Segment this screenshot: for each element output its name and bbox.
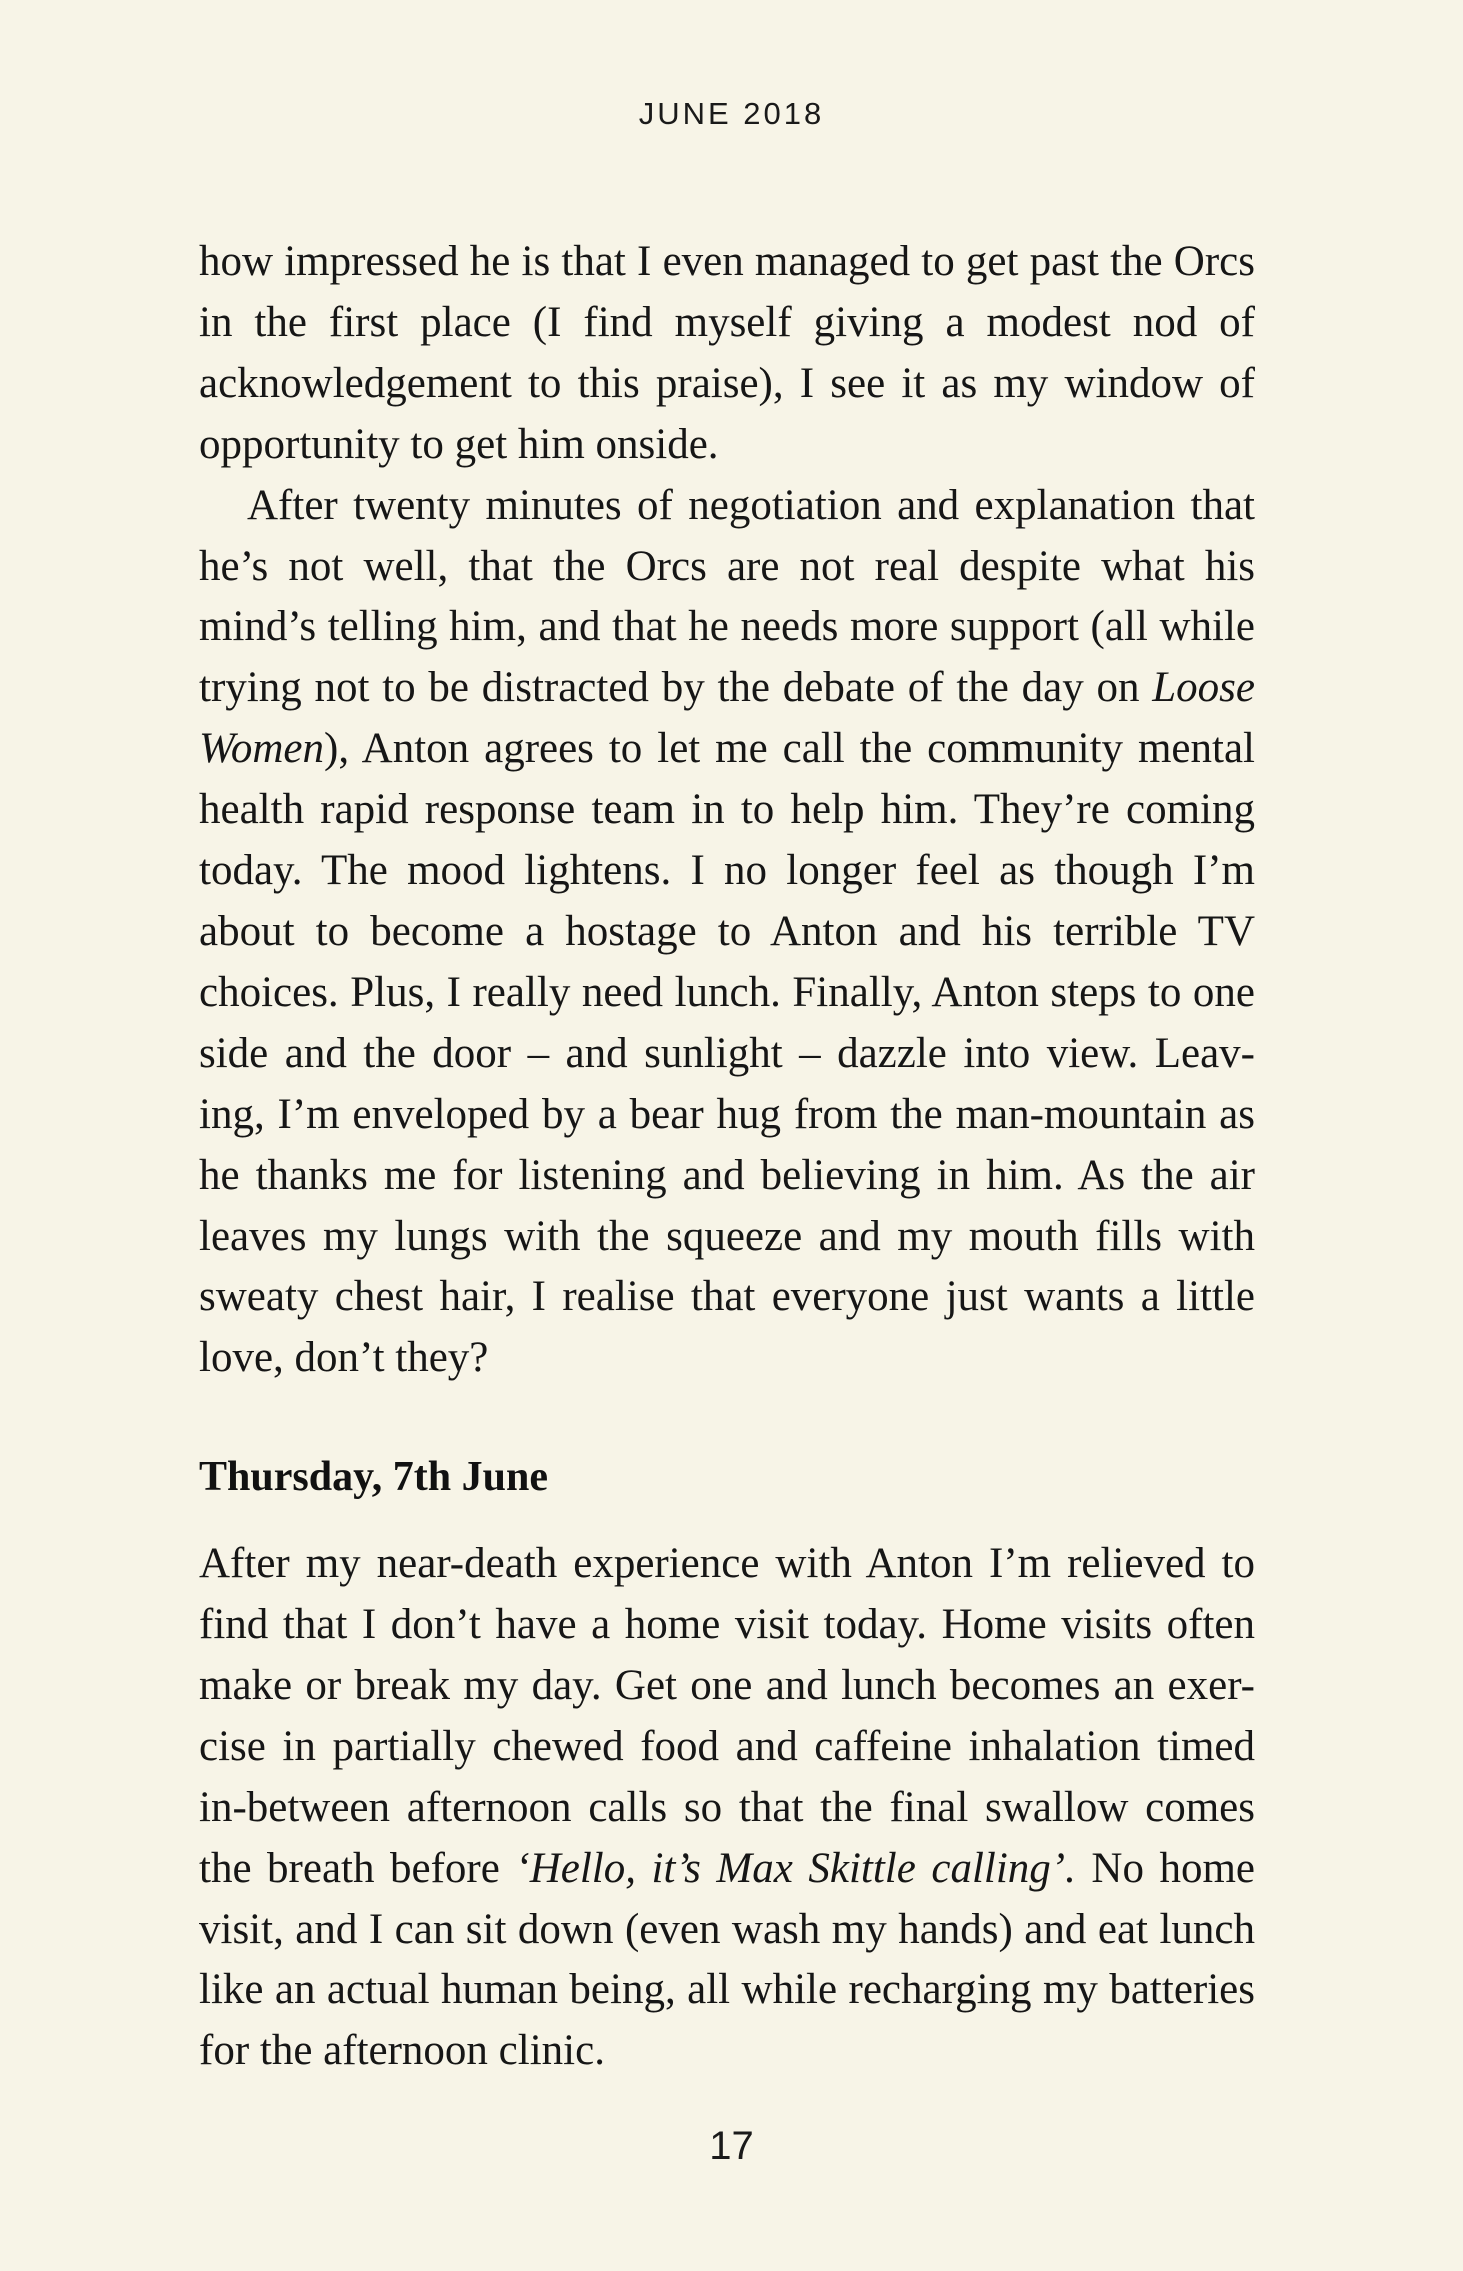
italic-quote: ‘Hello, it’s Max Skittle calling’. [515, 1844, 1076, 1892]
paragraph-text: After my near-death experience with Anton I’m relieved to find that I don’t have a home visit today. Home visits often make or break my day. Get one and lunch becomes an exer-cise in partially chewed food and caffeine inhalation timed in-between afternoon calls so that the final swallow comes the breath before [199, 1540, 1255, 1892]
section-heading: Thursday, 7th June [199, 1454, 548, 1501]
italic-title: Loose Women [199, 664, 1255, 773]
paragraph-text: ), Anton agrees to let me call the community mental health rapid response team in to help him. They’re coming today. The mood lightens. I no longer feel as though I’m about to become a hostage to Anton and his terrible TV choices. Plus, I really need lunch. Finally, Anton steps to one side and the door – and sunlight – dazzle into view. Leav-ing, I’m enveloped by a bear hug from the man-mountain as he thanks me for listening and believing in him. As the air leaves my lungs with the squeeze and my mouth fills with sweaty chest hair, I realise that everyone just wants a little love, don’t they? [199, 725, 1255, 1382]
paragraph [199, 1534, 1255, 2082]
page-number: 17 [709, 2124, 754, 2168]
body-text [199, 232, 1255, 2082]
paragraph-continued [199, 232, 1255, 476]
paragraph-text: No home visit, and I can sit down (even wash my hands) and eat lunch like an actual human being, all while recharging my batteries for the afternoon clinic. [199, 1844, 1256, 2075]
paragraph [199, 476, 1255, 1390]
running-head: JUNE 2018 [638, 96, 825, 131]
paragraph-text: After twenty minutes of negotiation and explanation that he’s not well, that the Orcs are not real despite what his mind’s telling him, and that he needs more support (all while trying not to be distracted by the debate of the day on [199, 481, 1255, 712]
paragraph-text: how impressed he is that I even managed to get past the Orcs in the first place (I find myself giving a modest nod of acknowledgement to this praise), I see it as my window of opportunity to get him onside. [199, 238, 1255, 468]
